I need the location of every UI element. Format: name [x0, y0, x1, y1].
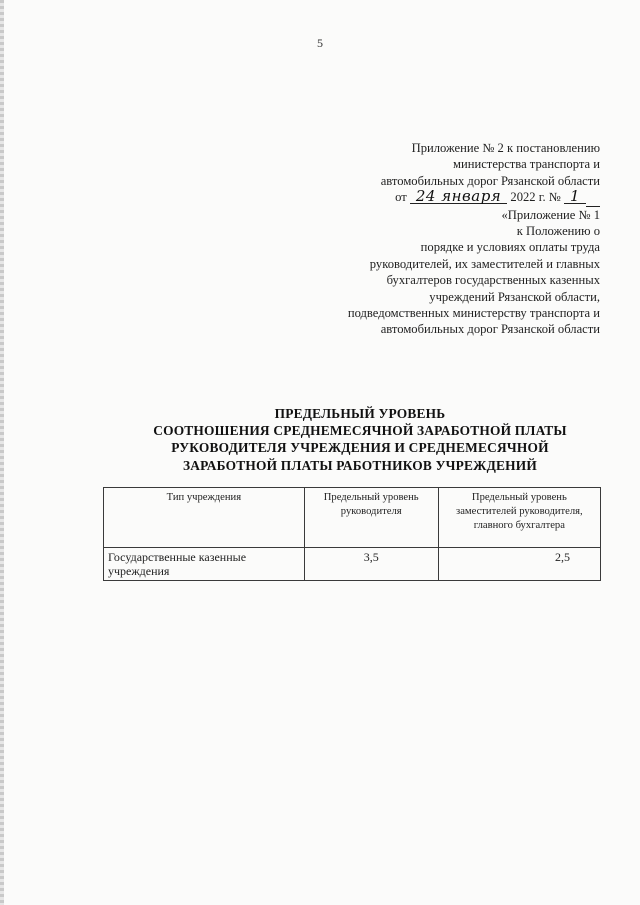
scan-edge: [0, 0, 4, 905]
title-line: РУКОВОДИТЕЛЯ УЧРЕЖДЕНИЯ И СРЕДНЕМЕСЯЧНОЙ: [171, 440, 549, 456]
handwritten-date: 24 января: [410, 189, 507, 204]
title-line: ЗАРАБОТНОЙ ПЛАТЫ РАБОТНИКОВ УЧРЕЖДЕНИЙ: [182, 457, 538, 473]
appendix-line: автомобильных дорог Рязанской области: [380, 322, 600, 337]
salary-ratio-table: [103, 487, 601, 581]
cell-deputy-level: 2,5: [438, 548, 600, 581]
appendix-date-line: [300, 189, 600, 206]
appendix-line: «Приложение № 1: [501, 207, 600, 222]
appendix-line: учреждений Рязанской области,: [429, 289, 600, 304]
document-title: [120, 405, 600, 474]
appendix-line: бухгалтеров государственных казенных: [386, 273, 600, 288]
cell-head-level: 3,5: [304, 548, 438, 581]
number-underline: [586, 189, 600, 206]
appendix-line: автомобильных дорог Рязанской области: [380, 173, 600, 188]
appendix-line: Приложение № 2 к постановлению: [411, 141, 600, 155]
handwritten-number: 1: [564, 189, 586, 204]
year-and-number-label: 2022 г. №: [510, 190, 561, 205]
appendix-line: подведомственных министерству транспорта и: [347, 306, 600, 321]
appendix-line: порядке и условиях оплаты труда: [420, 240, 600, 255]
title-line: ПРЕДЕЛЬНЫЙ УРОВЕНЬ: [274, 406, 446, 421]
column-header-deputy-level: Предельный уровень заместителей руководителя, главного бухгалтера: [438, 488, 600, 548]
column-header-institution-type: Тип учреждения: [104, 488, 305, 548]
appendix-line: министерства транспорта и: [453, 157, 600, 172]
page-number: 5: [317, 36, 323, 50]
date-prefix: от: [395, 190, 407, 205]
appendix-header: [300, 140, 600, 338]
table-row: [104, 548, 601, 581]
title-line: СООТНОШЕНИЯ СРЕДНЕМЕСЯЧНОЙ ЗАРАБОТНОЙ ПЛАТЫ: [153, 423, 567, 439]
appendix-line: руководителей, их заместителей и главных: [369, 256, 600, 271]
appendix-line: к Положению о: [516, 224, 600, 239]
column-header-head-level: Предельный уровень руководителя: [304, 488, 438, 548]
cell-institution-type: Государственные казенные учреждения: [104, 548, 305, 581]
table-header-row: [104, 488, 601, 548]
